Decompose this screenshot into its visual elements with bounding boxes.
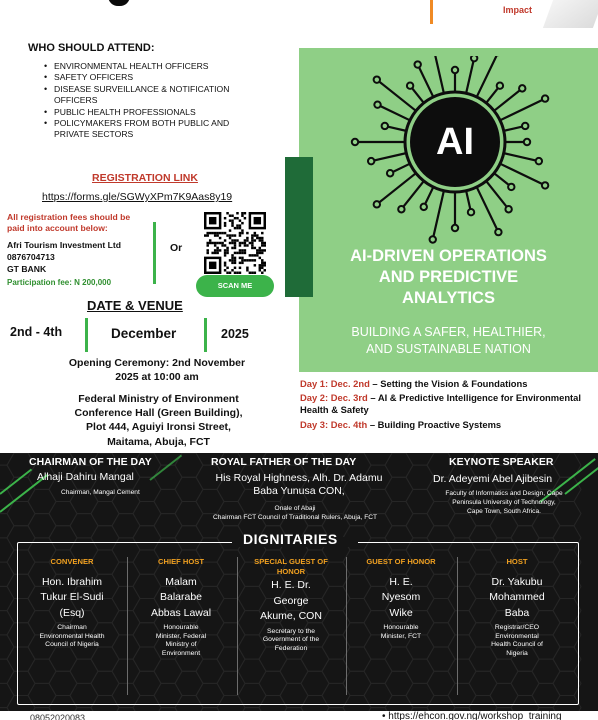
divider: [153, 222, 156, 284]
dignitary-role: CHIEF HOST: [158, 557, 204, 566]
column-divider: [346, 557, 347, 695]
attend-list: [44, 61, 259, 141]
scan-me-button[interactable]: SCAN ME: [196, 275, 274, 297]
chairman-name: Alhaji Dahiru Mangal: [37, 471, 134, 483]
list-item: • ENVIRONMENTAL HEALTH OFFICERS: [44, 61, 259, 72]
dignitary-role: HOST: [506, 557, 528, 566]
fee-note: All registration fees should be paid into account below:: [7, 212, 131, 233]
desc-line: Health Council of: [491, 641, 543, 649]
schedule-day: Day 1: Dec. 2nd: [300, 378, 370, 389]
speakers-section: [0, 453, 598, 711]
divider: [204, 318, 207, 352]
account-name: Afri Tourism Investment Ltd: [7, 240, 121, 250]
venue-address: [46, 392, 271, 449]
dignitary-name: [463, 575, 571, 622]
dignitary-desc: [463, 624, 571, 658]
desc-line: Environmental Health: [39, 632, 105, 640]
list-item: • SAFETY OFFICERS: [44, 72, 259, 83]
dignitary-chief-host: [131, 557, 231, 699]
dignitary-role: GUEST OF HONOR: [366, 557, 436, 566]
keynote-desc-line: Peninsula University of Technology,: [452, 499, 556, 506]
date-venue-title: DATE & VENUE: [87, 298, 183, 313]
desc-line: Environmental: [495, 632, 539, 640]
name-line: Baba: [504, 606, 530, 619]
dignitary-role: CONVENER: [50, 557, 94, 566]
keynote-name: Dr. Adeyemi Abel Ajibesin: [433, 473, 553, 485]
registration-link[interactable]: https://forms.gle/SGWyXPm7K9Aas8y19: [42, 191, 233, 203]
schedule-item: [300, 419, 598, 431]
name-line: Tukur El-Sudi: [40, 591, 104, 603]
name-line: Akume, CON: [260, 610, 322, 622]
header-divider: [430, 0, 433, 24]
dignitary-desc: [22, 624, 122, 650]
name-line: Wike: [389, 606, 413, 619]
desc-line: Minister, Federal: [155, 632, 207, 640]
desc-line: Chairman: [57, 624, 87, 631]
royal-desc-line: Chairman FCT Council of Traditional Rulers, Abuja, FCT: [212, 514, 378, 521]
name-line: H. E.: [389, 575, 413, 588]
name-line: George: [273, 594, 309, 607]
desc-line: Council of Nigeria: [45, 641, 99, 649]
dignitary-name: [131, 575, 231, 622]
account-number: 0876704713: [7, 251, 55, 262]
name-line: Abbas Lawal: [150, 606, 212, 619]
qr-code-icon[interactable]: [204, 212, 266, 274]
dignitary-name: [241, 578, 341, 625]
list-item: • PUBLIC HEALTH PROFESSIONALS: [44, 107, 259, 118]
organizer-logo: [108, 0, 130, 6]
list-item: • POLICYMAKERS FROM BOTH PUBLIC AND PRIVATE SECTORS: [44, 118, 259, 141]
royal-father-desc: [180, 504, 410, 522]
royal-name-line: Baba Yunusa CON,: [253, 485, 345, 497]
theme-title-line: AI-DRIVEN OPERATIONS: [350, 247, 547, 265]
schedule-topic: – Building Proactive Systems: [367, 418, 502, 430]
website-url: https://ehcon.gov.ng/workshop_training: [388, 711, 562, 720]
event-days: 2nd - 4th: [10, 325, 63, 339]
theme-title-line: ANALYTICS: [402, 289, 495, 307]
website-link[interactable]: [382, 711, 562, 720]
desc-line: Honourable: [383, 624, 419, 631]
schedule-topic: – AI & Predictive Intelligence for Environmental Health & Safety: [300, 392, 581, 416]
participation-fee: Participation fee: N 200,000: [7, 278, 112, 287]
royal-father-title: ROYAL FATHER OF THE DAY: [211, 456, 357, 468]
royal-father-name: [194, 472, 404, 498]
name-line: Dr. Yakubu: [491, 575, 543, 588]
keynote-title: KEYNOTE SPEAKER: [449, 456, 554, 468]
contact-phone: 08052020083: [30, 713, 86, 720]
desc-line: Government of the: [262, 636, 320, 644]
dignitary-name: [351, 575, 451, 622]
dignitary-role: SPECIAL GUEST OF HONOR: [254, 557, 328, 576]
decorative-paper: [543, 0, 598, 28]
venue-line: Plot 444, Aguiyi Ironsi Street,: [86, 421, 231, 434]
bullet-icon: •: [382, 711, 389, 720]
dignitaries-title: DIGNITARIES: [243, 531, 338, 547]
day-schedule: [300, 378, 598, 433]
keynote-desc-line: Cape Town, South Africa.: [467, 508, 541, 515]
dignitary-desc: [351, 624, 451, 641]
decorative-strip: [285, 157, 313, 297]
opening-ceremony: Opening Ceremony: 2nd November 2025 at 10:00 am: [68, 357, 246, 383]
chairman-desc: Chairman, Mangal Cement: [61, 489, 140, 496]
schedule-item: [300, 392, 598, 416]
chairman-title: CHAIRMAN OF THE DAY: [29, 456, 152, 468]
desc-line: Minister, FCT: [380, 632, 422, 640]
attend-title: WHO SHOULD ATTEND:: [28, 42, 155, 54]
royal-name-line: His Royal Highness, Alh. Dr. Adamu: [215, 472, 383, 484]
schedule-topic: – Setting the Vision & Foundations: [369, 378, 528, 389]
header-impact-text: Impact: [503, 5, 533, 15]
keynote-desc: [424, 489, 584, 516]
desc-line: Honourable: [163, 624, 199, 631]
desc-line: Secretary to the: [267, 627, 315, 635]
venue-line: Conference Hall (Green Building),: [74, 407, 243, 420]
desc-line: Ministry of: [165, 641, 197, 649]
registration-title: REGISTRATION LINK: [92, 172, 198, 184]
dignitary-desc: [131, 624, 231, 658]
dignitary-host: [463, 557, 571, 699]
theme-title: [299, 246, 598, 309]
theme-title-line: AND PREDICTIVE: [378, 268, 519, 286]
bank-name: GT BANK: [7, 263, 47, 274]
theme-subtitle: [299, 324, 598, 358]
name-line: Mohammed: [489, 591, 545, 603]
header-strip: [0, 0, 598, 28]
schedule-item: [300, 378, 598, 390]
desc-line: Environment: [161, 649, 201, 657]
schedule-day: Day 3: Dec. 4th: [300, 418, 368, 430]
dignitary-guest-of-honor: [351, 557, 451, 699]
schedule-day: Day 2: Dec. 3rd: [300, 392, 368, 404]
column-divider: [127, 557, 128, 695]
venue-line: Maitama, Abuja, FCT: [107, 435, 210, 448]
name-line: Nyesom: [381, 591, 421, 603]
dignitary-special-guest: [241, 557, 341, 699]
theme-subtitle-line: BUILDING A SAFER, HEALTHIER,: [351, 325, 546, 339]
desc-line: Federation: [274, 644, 308, 652]
list-item: • DISEASE SURVEILLANCE & NOTIFICATION OFFICERS: [44, 84, 259, 107]
dignitary-desc: [241, 628, 341, 654]
name-line: Balarabe: [159, 591, 203, 603]
column-divider: [457, 557, 458, 695]
dignitary-convener: [22, 557, 122, 699]
name-line: Malam: [165, 575, 197, 588]
column-divider: [237, 557, 238, 695]
name-line: Hon. Ibrahim: [41, 575, 103, 588]
event-year: 2025: [221, 327, 249, 341]
name-line: (Esq): [59, 606, 85, 619]
dignitary-name: [22, 575, 122, 622]
keynote-desc-line: Faculty of Informatics and Design, Cape: [445, 490, 563, 497]
desc-line: Registrar/CEO: [494, 624, 540, 631]
venue-line: Federal Ministry of Environment: [78, 393, 239, 405]
desc-line: Nigeria: [506, 649, 528, 657]
footer: [0, 711, 598, 720]
theme-subtitle-line: AND SUSTAINABLE NATION: [366, 342, 531, 356]
account-details: [7, 240, 121, 275]
royal-desc-line: Onale of Abaji: [274, 505, 316, 512]
or-label: Or: [170, 242, 183, 254]
event-month: December: [111, 326, 177, 341]
ai-badge: AI: [410, 97, 500, 187]
divider: [85, 318, 88, 352]
name-line: H. E. Dr.: [271, 579, 311, 591]
ai-theme-panel: [299, 48, 598, 372]
